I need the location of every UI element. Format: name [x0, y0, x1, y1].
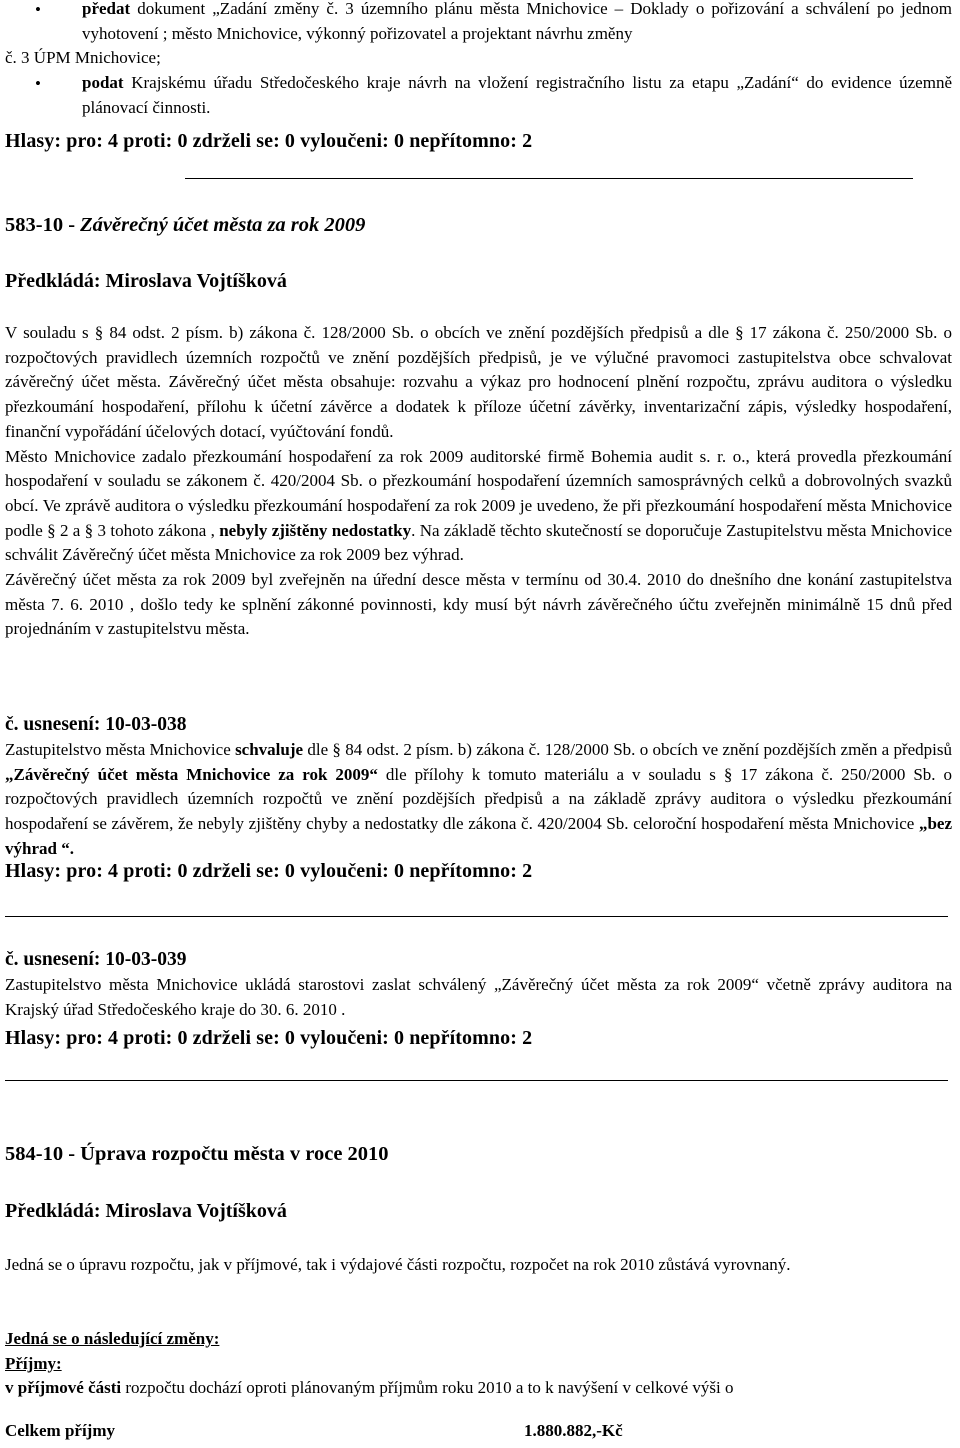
list-continuation: č. 3 ÚPM Mnichovice;: [5, 48, 161, 68]
divider: [5, 1080, 948, 1081]
bullet-icon: •: [35, 74, 41, 94]
section-title-text: Úprava rozpočtu města v roce 2010: [80, 1143, 389, 1165]
list-item-text: Krajskému úřadu Středočeského kraje návrh na vložení registračního listu za etapu „Zadání“ do evidence územně plánovací činnosti.: [82, 73, 952, 117]
section-number: 584-10 -: [5, 1143, 81, 1165]
bullet-icon: •: [35, 0, 41, 19]
vote-result: Hlasy: pro: 4 proti: 0 zdrželi se: 0 vyloučeni: 0 nepřítomno: 2: [5, 860, 533, 882]
list-item-text: dokument „Zadání změny č. 3 územního plánu města Mnichovice – Doklady o pořizování a schválení po jednom vyhotovení ; město Mnichovice, výkonný pořizovatel a projektant návrhu změny: [82, 0, 952, 43]
presenter: Předkládá: Miroslava Vojtíšková: [5, 270, 287, 292]
list-item: [5, 0, 952, 46]
paragraph: Závěrečný účet města za rok 2009 byl zveřejněn na úřední desce města v termínu od 30.4. 2010 do dnešního dne konání zastupitelstva města 7. 6. 2010 , došlo tedy ke splnění zákonné povinnosti, kdy musí být návrh závěrečného účtu zveřejněn minimálně 15 dnů před projednáním v zastupitelstvu města.: [5, 570, 952, 639]
resolution-subject: „Závěrečný účet města Mnichovice za rok 2009“: [5, 764, 378, 784]
section-title: [5, 212, 952, 238]
section-number: 583-10 -: [5, 214, 81, 236]
resolution-number: č. usnesení: 10-03-039: [5, 949, 187, 970]
resolution-conclusion: „bez výhrad “.: [5, 814, 952, 858]
paragraph-bold: nebyly zjištěny nedostatky: [219, 520, 412, 540]
paragraph-text: Město Mnichovice zadalo přezkoumání hospodaření za rok 2009 auditorské firmě Bohemia audit s. r. o., která provedla přezkoumání hospodaření v souladu se zákonem č. 420/2004 Sb. o přezkoumání hospodaření územních samosprávných celků a dobrovolných svazků obcí. Ve zprávě auditora o výsledku přezkoumání hospodaření za rok 2009 je uvedeno, že při přezkoumání hospodaření města Mnichovice podle § 2 a § 3 tohoto zákona ,: [5, 446, 952, 540]
paragraph: Jedná se o úpravu rozpočtu, jak v příjmové, tak i výdajové části rozpočtu, rozpočet na rok 2010 zůstává vyrovnaný.: [5, 1255, 791, 1274]
paragraph-bold: v příjmové části: [5, 1378, 122, 1398]
divider: [185, 178, 913, 179]
vote-result: Hlasy: pro: 4 proti: 0 zdrželi se: 0 vyloučeni: 0 nepřítomno: 2: [5, 1027, 533, 1049]
resolution-text-part: dle přílohy k tomuto materiálu a v souladu s § 17 zákona č. 250/2000 Sb. o rozpočtových pravidlech územních rozpočtů ve znění pozdějších předpisů a na základě zprávy auditora o výsledku přezkoumání hospodaření se závěrem, že nebyly zjištěny chyby a nedostatky dle zákona č. 420/2004 Sb. celoroční hospodaření města Mnichovice: [5, 764, 952, 834]
changes-heading-text: Jedná se o následující změny:: [5, 1329, 220, 1348]
list-item: [5, 71, 952, 120]
section-body: [5, 321, 952, 642]
section-title: [5, 1141, 952, 1167]
vote-result: Hlasy: pro: 4 proti: 0 zdrželi se: 0 vyloučeni: 0 nepřítomno: 2: [5, 130, 533, 152]
income-heading: Příjmy:: [5, 1353, 62, 1373]
resolution-text: Zastupitelstvo města Mnichovice ukládá starostovi zaslat schválený „Závěrečný účet města za rok 2009“ včetně zprávy auditora na Krajský úřad Středočeského kraje do 30. 6. 2010 .: [5, 975, 952, 1019]
resolution-text-part: dle § 84 odst. 2 písm. b) zákona č. 128/2000 Sb. o obcích ve znění pozdějších změn a předpisů: [303, 740, 953, 759]
list-item-bold: předat: [82, 0, 131, 18]
paragraph: [5, 445, 952, 569]
paragraph: [5, 1376, 952, 1401]
bullet-list: [5, 0, 952, 121]
income-total-label: Celkem příjmy: [5, 1421, 116, 1440]
list-item-bold: podat: [82, 73, 124, 93]
divider: [5, 916, 948, 917]
paragraph-text: . Na základě těchto skutečností se doporučuje Zastupitelstvu města Mnichovice schválit Závěrečný účet města Mnichovice za rok 2009 bez výhrad.: [5, 520, 952, 565]
section-title-text: Závěrečný účet města za rok 2009: [80, 214, 366, 236]
resolution-number: č. usnesení: 10-03-038: [5, 714, 187, 735]
presenter: Předkládá: Miroslava Vojtíšková: [5, 1200, 287, 1222]
resolution-verb: schvaluje: [235, 740, 304, 759]
resolution-text-part: Zastupitelstvo města Mnichovice: [5, 740, 231, 759]
changes-heading: [5, 1327, 952, 1401]
paragraph: V souladu s § 84 odst. 2 písm. b) zákona č. 128/2000 Sb. o obcích ve znění pozdějších předpisů a dle § 17 zákona č. 250/2000 Sb. o rozpočtových pravidlech územních rozpočtů ve znění pozdějších předpisů, je ve výlučné pravomoci zastupitelstva obce schvalovat závěrečný účet města. Závěrečný účet města obsahuje: rozvahu a výkaz pro hodnocení plnění rozpočtu, zprávu auditora o výsledku přezkoumání hospodaření, přílohu k účetní závěrce a dodatek k příloze účetní závěrky, inventarizační zápis, výsledky hospodaření, finanční vypořádání účelových dotací, vyúčtování fondů.: [5, 323, 952, 441]
income-total-value: 1.880.882,-Kč: [524, 1421, 623, 1440]
resolution-text: [5, 738, 952, 862]
paragraph-text: rozpočtu dochází oproti plánovaným příjmům roku 2010 a to k navýšení v celkové výši o: [121, 1378, 734, 1398]
